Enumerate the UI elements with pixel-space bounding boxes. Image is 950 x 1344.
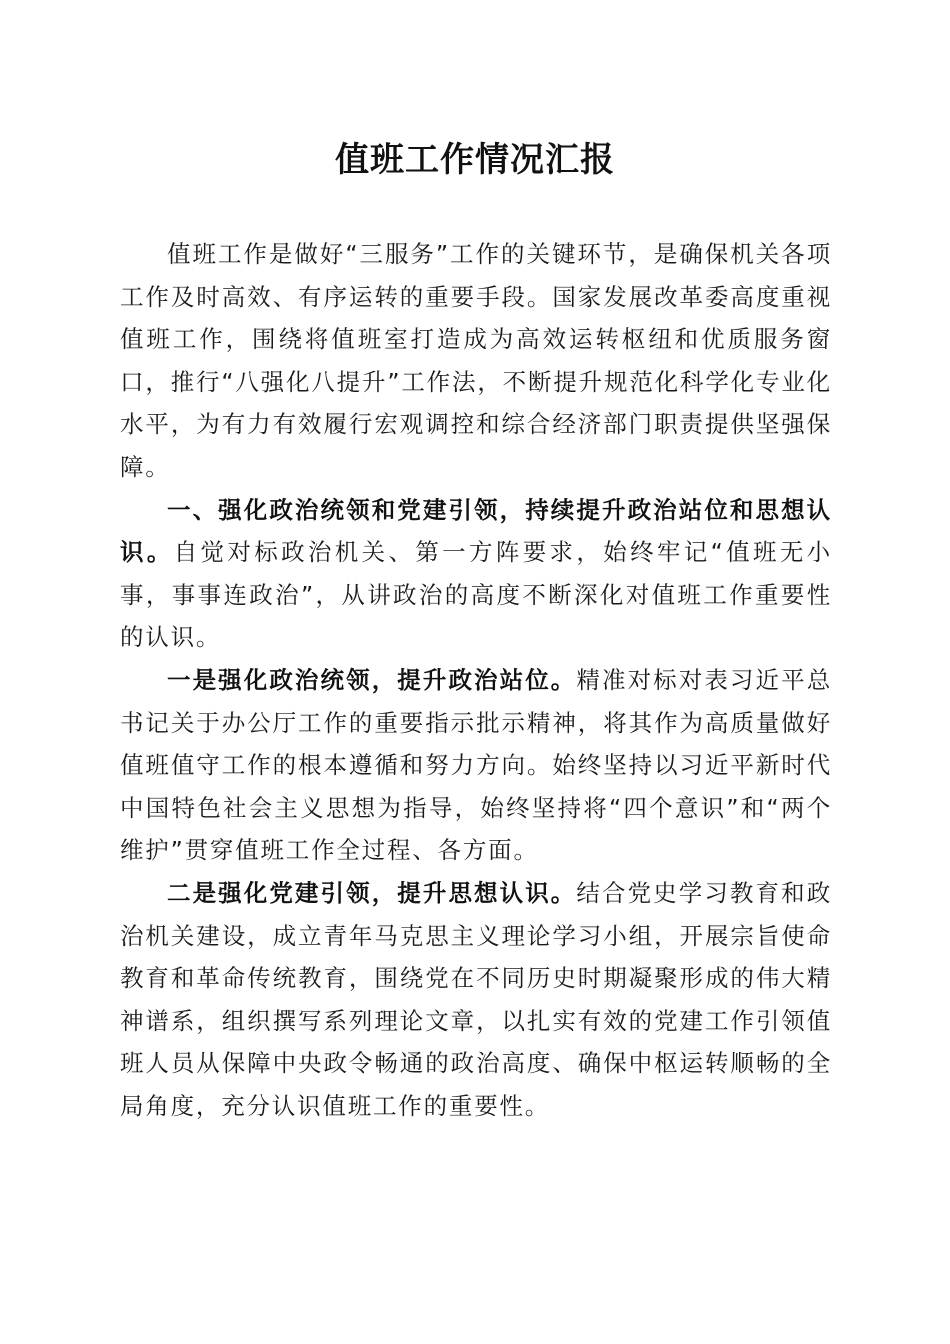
page-title: 值班工作情况汇报 <box>335 140 615 180</box>
point-heading: 一是强化政治统领，提升政治站位。 <box>167 665 577 694</box>
paragraph-text: 精准对标对表习近平总书记关于办公厅工作的重要指示批示精神，将其作为高质量做好值班值守工作的根本遵循和努力方向。始终坚持以习近平新时代中国特色社会主义思想为指导，始终坚持将“四个意识”和“两个维护”贯穿值班工作全过程、各方面。 <box>120 665 832 865</box>
paragraph-text: 结合党史学习教育和政治机关建设，成立青年马克思主义理论学习小组，开展宗旨使命教育和革命传统教育，围绕党在不同历史时期凝聚形成的伟大精神谱系，组织撰写系列理论文章，以扎实有效的党建工作引领值班人员从保障中央政令畅通的政治高度、确保中枢运转顺畅的全局角度，充分认识值班工作的重要性。 <box>120 878 832 1120</box>
section-heading: 一、强化政治统领和党建引领，持续提升政治站位和思想认识。 <box>120 495 832 567</box>
document-body <box>120 233 832 1127</box>
paragraph-intro <box>120 233 832 489</box>
point-heading: 二是强化党建引领，提升思想认识。 <box>167 878 577 907</box>
paragraph-point-one <box>120 659 832 872</box>
paragraph-text: 自觉对标政治机关、第一方阵要求，始终牢记“值班无小事，事事连政治”，从讲政治的高度不断深化对值班工作重要性的认识。 <box>120 538 832 652</box>
paragraph-text: 值班工作是做好“三服务”工作的关键环节，是确保机关各项工作及时高效、有序运转的重要手段。国家发展改革委高度重视值班工作，围绕将值班室打造成为高效运转枢纽和优质服务窗口，推行“八强化八提升”工作法，不断提升规范化科学化专业化水平，为有力有效履行宏观调控和综合经济部门职责提供坚强保障。 <box>120 240 832 481</box>
paragraph-point-two <box>120 872 832 1128</box>
paragraph-section-one <box>120 489 832 659</box>
